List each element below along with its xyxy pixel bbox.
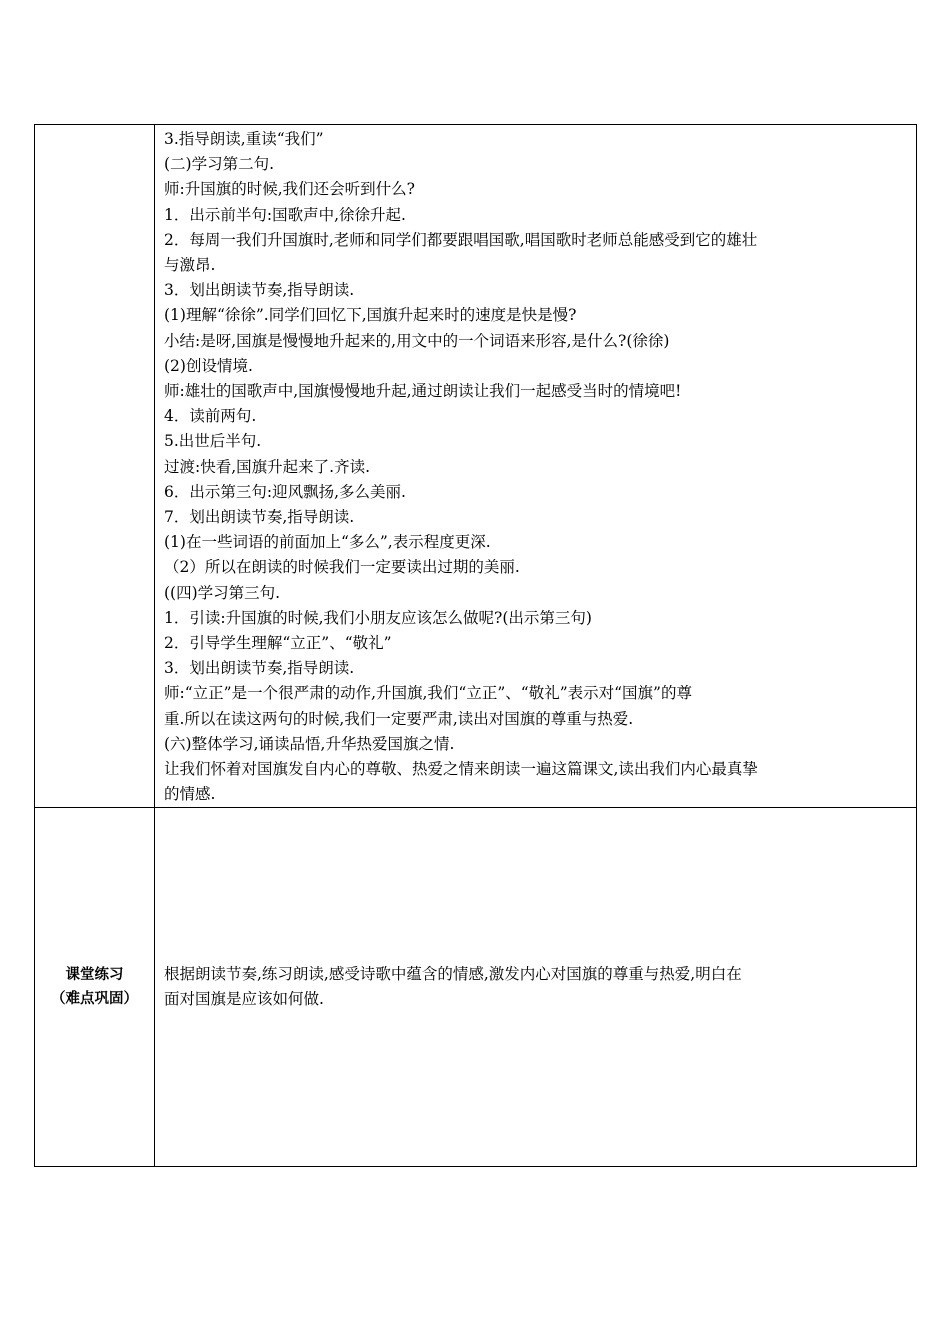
- classroom-practice-label: 课堂练习: [65, 967, 124, 984]
- text-line: 6．出示第三句:迎风飘扬,多么美丽.: [164, 482, 406, 501]
- lesson-plan-table: [34, 124, 917, 1167]
- classroom-practice-label-cell: [35, 808, 155, 1167]
- text-line: 师:“立正”是一个很严肃的动作,升国旗,我们“立正”、“敬礼”表示对“国旗”的尊: [164, 684, 692, 703]
- empty-label-cell: [35, 125, 155, 808]
- teaching-process-row: [35, 125, 917, 808]
- text-line: 重.所以在读这两句的时候,我们一定要严肃,读出对国旗的尊重与热爱.: [164, 709, 634, 728]
- text-line: 的情感.: [164, 785, 216, 804]
- classroom-practice-sublabel: （难点巩固）: [51, 991, 138, 1008]
- text-line: (1)在一些词语的前面加上“多么”,表示程度更深.: [164, 533, 491, 552]
- text-line: 7．划出朗读节奏,指导朗读.: [164, 508, 355, 527]
- text-line: (二)学习第二句.: [164, 155, 275, 174]
- text-line: 3.指导朗读,重读“我们”: [164, 130, 324, 148]
- text-line: 5.出世后半句.: [164, 432, 262, 451]
- text-line: 小结:是呀,国旗是慢慢地升起来的,用文中的一个词语来形容,是什么?(徐徐): [164, 331, 670, 350]
- text-line: (1)理解“徐徐”.同学们回忆下,国旗升起来时的速度是快是慢?: [164, 306, 577, 325]
- text-line: 4．读前两句.: [164, 407, 257, 426]
- text-line: 2．每周一我们升国旗时,老师和同学们都要跟唱国歌,唱国歌时老师总能感受到它的雄壮: [164, 230, 758, 249]
- teaching-process-content: [155, 125, 917, 808]
- text-line: (2)创设情境.: [164, 356, 253, 375]
- text-line: (六)整体学习,诵读品悟,升华热爱国旗之情.: [164, 734, 455, 753]
- text-line: 1．引读:升国旗的时候,我们小朋友应该怎么做呢?(出示第三句): [164, 608, 592, 627]
- text-line: 过渡:快看,国旗升起来了.齐读.: [164, 457, 371, 476]
- text-line: 根据朗读节奏,练习朗读,感受诗歌中蕴含的情感,激发内心对国旗的尊重与热爱,明白在: [164, 965, 742, 984]
- text-line: 2．引导学生理解“立正”、“敬礼”: [164, 634, 392, 653]
- classroom-practice-content: [155, 808, 917, 1167]
- text-line: ((四)学习第三句.: [164, 583, 281, 602]
- text-line: 3．划出朗读节奏,指导朗读.: [164, 281, 355, 300]
- text-line: 师:升国旗的时候,我们还会听到什么?: [164, 180, 415, 199]
- text-line: 面对国旗是应该如何做.: [164, 990, 324, 1009]
- classroom-practice-row: [35, 808, 917, 1167]
- text-line: （2）所以在朗读的时候我们一定要读出过期的美丽.: [164, 558, 520, 577]
- text-line: 3．划出朗读节奏,指导朗读.: [164, 659, 355, 678]
- text-line: 师:雄壮的国歌声中,国旗慢慢地升起,通过朗读让我们一起感受当时的情境吧!: [164, 382, 682, 401]
- text-line: 1．出示前半句:国歌声中,徐徐升起.: [164, 205, 406, 224]
- text-line: 让我们怀着对国旗发自内心的尊敬、热爱之情来朗读一遍这篇课文,读出我们内心最真挚: [164, 760, 758, 779]
- text-line: 与激昂.: [164, 256, 216, 275]
